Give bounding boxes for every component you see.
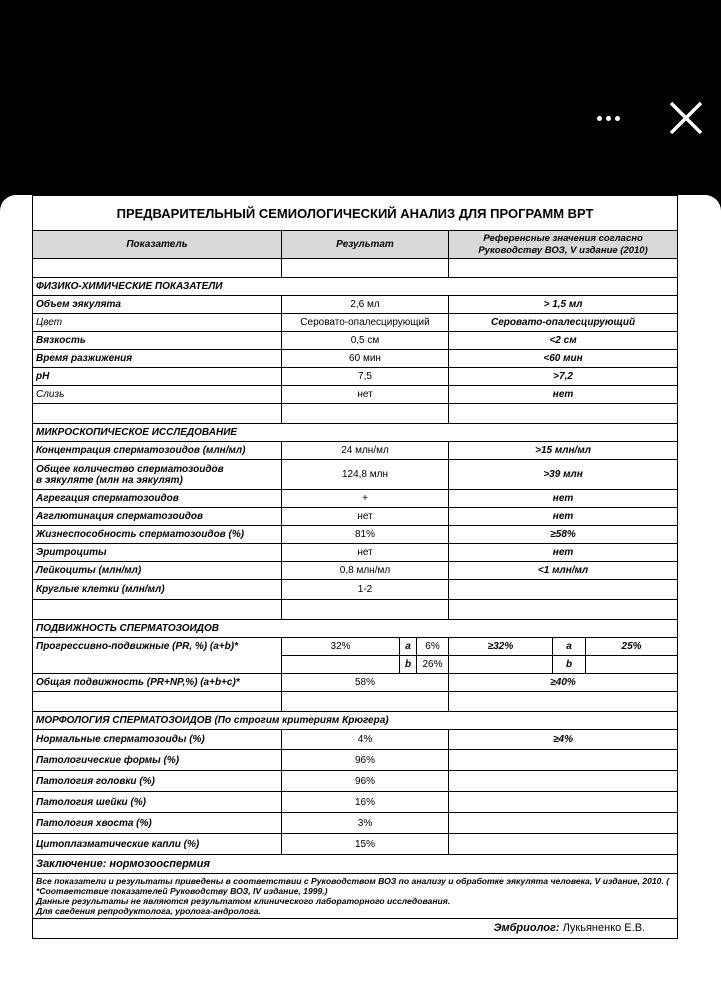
table-row — [33, 350, 678, 368]
row-reference: <60 мин — [449, 350, 678, 368]
row-reference — [449, 771, 678, 792]
row-reference: нет — [449, 544, 678, 562]
row-label: Объем эякулята — [33, 296, 282, 314]
table-row — [33, 834, 678, 855]
row-reference: <1 млн/мл — [449, 562, 678, 580]
table-row — [33, 562, 678, 580]
row-reference: Серовато-опалесцирующий — [449, 314, 678, 332]
row-result: 0,8 млн/мл — [282, 562, 449, 580]
motility-b-value: 26% — [417, 656, 449, 674]
table-row — [33, 460, 678, 490]
table-row — [33, 813, 678, 834]
row-result: 4% — [282, 730, 449, 750]
table-row — [33, 508, 678, 526]
row-result: нет — [282, 508, 449, 526]
column-header-result: Результат — [282, 231, 449, 259]
row-label: Концентрация сперматозоидов (млн/мл) — [33, 442, 282, 460]
row-label: Вязкость — [33, 332, 282, 350]
row-reference — [449, 580, 678, 600]
row-result: 1-2 — [282, 580, 449, 600]
table-row — [33, 442, 678, 460]
row-result: Серовато-опалесцирующий — [282, 314, 449, 332]
row-label-line1: Общее количество сперматозоидов — [36, 463, 224, 475]
row-label: Жизнеспособность сперматозоидов (%) — [33, 526, 282, 544]
motility-a-value: 6% — [417, 638, 449, 656]
row-reference: нет — [449, 508, 678, 526]
row-reference: <2 см — [449, 332, 678, 350]
row-result: + — [282, 490, 449, 508]
table-row — [33, 750, 678, 771]
row-reference: ≥4% — [449, 730, 678, 750]
close-icon — [668, 100, 704, 136]
reference-header-line1: Референсные значения согласно — [483, 232, 643, 244]
table-row — [33, 526, 678, 544]
semen-analysis-table — [32, 195, 678, 939]
row-label: Эритроциты — [33, 544, 282, 562]
reference-a-label: a — [553, 638, 586, 656]
row-result: 7,5 — [282, 368, 449, 386]
empty-row — [33, 259, 678, 278]
table-row — [33, 368, 678, 386]
reference-a-value: 25% — [586, 638, 678, 656]
row-label: pH — [33, 368, 282, 386]
section-title: МИКРОСКОПИЧЕСКОЕ ИССЛЕДОВАНИЕ — [33, 424, 678, 442]
table-row — [33, 296, 678, 314]
row-result: нет — [282, 386, 449, 404]
column-header-reference — [449, 231, 678, 259]
row-reference — [449, 813, 678, 834]
conclusion: Заключение: нормозооспермия — [33, 855, 678, 874]
footnotes — [33, 874, 678, 919]
row-result: 15% — [282, 834, 449, 855]
empty-row — [33, 692, 678, 712]
table-row — [33, 730, 678, 750]
row-result: 96% — [282, 750, 449, 771]
row-label: Патологические формы (%) — [33, 750, 282, 771]
row-label: Общая подвижность (PR+NP,%) (a+b+c)* — [33, 674, 282, 692]
row-reference — [449, 834, 678, 855]
row-result: 2,6 мл — [282, 296, 449, 314]
row-label: Лейкоциты (млн/мл) — [33, 562, 282, 580]
row-label: Агглютинация сперматозоидов — [33, 508, 282, 526]
document-title: ПРЕДВАРИТЕЛЬНЫЙ СЕМИОЛОГИЧЕСКИЙ АНАЛИЗ ДЛЯ ПРОГРАММ ВРТ — [33, 196, 678, 231]
empty-row — [33, 600, 678, 620]
row-result: нет — [282, 544, 449, 562]
footnote-line: Все показатели и результаты приведены в соответствии с Руководством ВОЗ по анализу и обработке эякулята человека, V издание, 2010. ( *Соответствие показателей Руководству ВОЗ, IV издание, 1999.) — [36, 876, 670, 896]
table-row — [33, 580, 678, 600]
row-reference: > 1,5 мл — [449, 296, 678, 314]
close-button[interactable] — [668, 100, 704, 136]
table-row — [33, 544, 678, 562]
more-options-button[interactable] — [591, 106, 627, 130]
signature-name: Лукьяненко Е.В. — [559, 922, 646, 934]
row-label: Прогрессивно-подвижные (PR, %) (a+b)* — [33, 638, 282, 674]
motility-a-label: a — [400, 638, 417, 656]
row-label: Патология головки (%) — [33, 771, 282, 792]
table-row — [33, 638, 678, 656]
more-dots-icon — [606, 116, 611, 121]
row-label — [33, 460, 282, 490]
table-row — [33, 771, 678, 792]
signature — [33, 919, 678, 939]
section-title: ФИЗИКО-ХИМИЧЕСКИЕ ПОКАЗАТЕЛИ — [33, 278, 678, 296]
row-result: 0,5 см — [282, 332, 449, 350]
row-reference: >7,2 — [449, 368, 678, 386]
row-label: Нормальные сперматозоиды (%) — [33, 730, 282, 750]
column-header-indicator: Показатель — [33, 231, 282, 259]
row-reference: нет — [449, 490, 678, 508]
document-sheet — [0, 195, 721, 1000]
row-label: Слизь — [33, 386, 282, 404]
section-title: ПОДВИЖНОСТЬ СПЕРМАТОЗОИДОВ — [33, 620, 678, 638]
more-dots-icon — [615, 116, 620, 121]
row-label: Цитоплазматические капли (%) — [33, 834, 282, 855]
row-result: 60 мин — [282, 350, 449, 368]
row-reference — [449, 750, 678, 771]
row-label: Агрегация сперматозоидов — [33, 490, 282, 508]
row-result: 24 млн/мл — [282, 442, 449, 460]
row-label: Патология шейки (%) — [33, 792, 282, 813]
table-row — [33, 674, 678, 692]
footnote-line: Данные результаты не являются результатом клинического лабораторного исследования. — [36, 896, 451, 906]
empty-row — [33, 404, 678, 424]
row-result: 16% — [282, 792, 449, 813]
row-label: Патология хвоста (%) — [33, 813, 282, 834]
row-result: 32% — [282, 638, 400, 656]
table-row — [33, 490, 678, 508]
motility-b-label: b — [400, 656, 417, 674]
row-reference: ≥58% — [449, 526, 678, 544]
signature-label: Эмбриолог: — [493, 922, 560, 934]
table-row — [33, 332, 678, 350]
footnote-line: Для сведения репродуктолога, уролога-андролога. — [36, 906, 261, 916]
row-reference: ≥32% — [449, 638, 553, 656]
row-reference: ≥40% — [449, 674, 678, 692]
row-reference: >39 млн — [449, 460, 678, 490]
row-reference: >15 млн/мл — [449, 442, 678, 460]
more-dots-icon — [597, 116, 602, 121]
row-label-line2: в эякуляте (млн на эякулят) — [36, 474, 183, 486]
reference-b-label: b — [553, 656, 586, 674]
row-label: Круглые клетки (млн/мл) — [33, 580, 282, 600]
row-label: Время разжижения — [33, 350, 282, 368]
reference-header-line2: Руководству ВОЗ, V издание (2010) — [478, 244, 648, 256]
table-row — [33, 792, 678, 813]
row-reference: нет — [449, 386, 678, 404]
row-result: 81% — [282, 526, 449, 544]
row-label: Цвет — [33, 314, 282, 332]
table-row — [33, 314, 678, 332]
row-result: 3% — [282, 813, 449, 834]
row-result: 58% — [282, 674, 449, 692]
section-title: МОРФОЛОГИЯ СПЕРМАТОЗОИДОВ (По строгим критериям Крюгера) — [33, 712, 678, 730]
row-result: 96% — [282, 771, 449, 792]
row-result: 124,8 млн — [282, 460, 449, 490]
row-reference — [449, 792, 678, 813]
table-row — [33, 386, 678, 404]
